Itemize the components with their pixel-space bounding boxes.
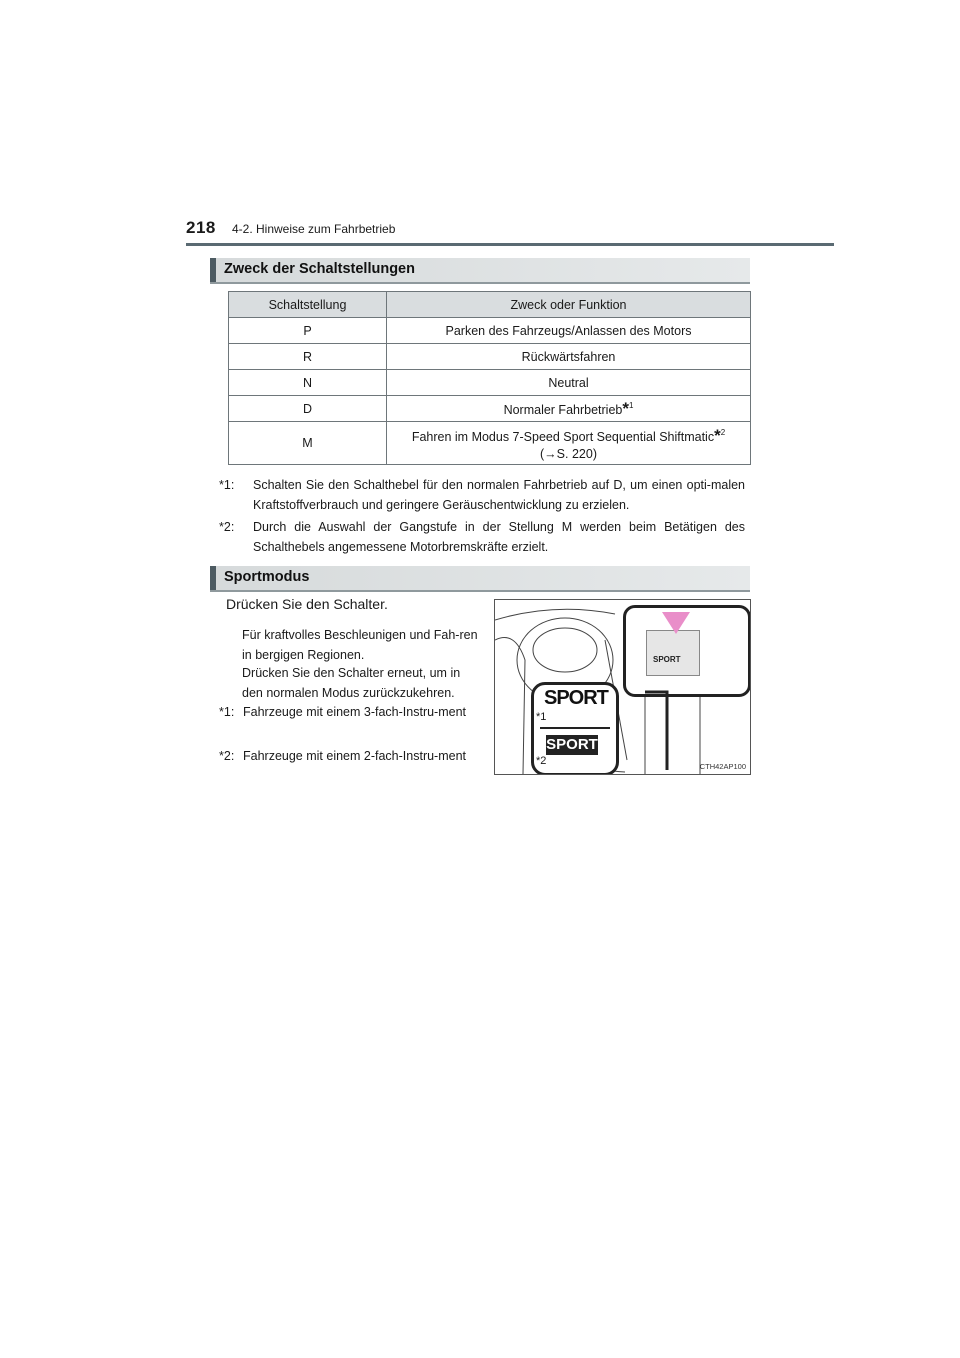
- table-header-row: [229, 292, 751, 318]
- table-row: [229, 370, 751, 396]
- footnote-text: Durch die Auswahl der Gangstufe in der Stellung M werden beim Betätigen des Schalthebels angemessene Motorbremskräfte erzielt.: [253, 520, 745, 554]
- description-paragraph: Drücken Sie den Schalter erneut, um in den normalen Modus zurückzukehren.: [242, 666, 461, 700]
- footnote-ref: 2: [720, 427, 726, 437]
- footnote-label: *2:: [219, 749, 235, 763]
- instruction-step: Drücken Sie den Schalter.: [226, 596, 388, 612]
- section-marker: [210, 566, 216, 590]
- footnote-text: Fahrzeuge mit einem 2-fach-Instru-ment: [243, 749, 467, 763]
- table-header: Zweck oder Funktion: [387, 292, 751, 318]
- footnote-text: Fahrzeuge mit einem 3-fach-Instru-ment: [243, 705, 467, 719]
- footnote-label: *2:: [219, 520, 235, 534]
- shift-function: Rückwärtsfahren: [387, 344, 751, 370]
- shift-function: Normaler Fahrbetrieb: [503, 402, 623, 417]
- shift-position-table: [228, 291, 751, 465]
- table-header: Schaltstellung: [229, 292, 387, 318]
- section-title: Sportmodus: [224, 569, 310, 585]
- indicator-callout: [531, 682, 619, 775]
- shift-position: P: [229, 318, 387, 344]
- footnote-label: *1:: [219, 705, 235, 719]
- footnote-label: *1:: [219, 478, 235, 492]
- footnote-2: [219, 746, 481, 786]
- footnote-text: Schalten Sie den Schalthebel für den normalen Fahrbetrieb auf D, um einen opti-malen Kraftstoffverbrauch und geringere Geräuschentwicklung zu erzielen.: [253, 478, 745, 512]
- sport-switch-illustration: [494, 599, 751, 775]
- sport-indicator-filled: SPORT: [546, 736, 598, 753]
- section-heading-shift-positions: [210, 258, 750, 284]
- footnote-1: [219, 702, 481, 742]
- footnote-ref: 1: [628, 400, 634, 410]
- sport-indicator-outline: SPORT: [544, 687, 608, 709]
- footnote-star: *: [622, 398, 629, 418]
- mark-2: *2: [536, 755, 547, 767]
- divider: [540, 727, 610, 729]
- footnote-2: [219, 517, 745, 557]
- table-row: [229, 344, 751, 370]
- footnote-star: *: [714, 425, 721, 445]
- shift-position: D: [229, 396, 387, 422]
- figure-code: CTH42AP100: [699, 762, 746, 771]
- section-title: Zweck der Schaltstellungen: [224, 261, 415, 277]
- description-paragraph: Für kraftvolles Beschleunigen und Fah-ren in bergigen Regionen.: [242, 628, 478, 662]
- section-heading-sport-mode: [210, 566, 750, 592]
- table-row: [229, 422, 751, 465]
- section-marker: [210, 258, 216, 282]
- table-row: [229, 396, 751, 422]
- shift-position: N: [229, 370, 387, 396]
- mark-1: *1: [536, 711, 547, 723]
- shift-position: R: [229, 344, 387, 370]
- chapter-title: 4-2. Hinweise zum Fahrbetrieb: [232, 222, 396, 236]
- shift-function-cell: [387, 396, 751, 422]
- shift-function: Fahren im Modus 7-Speed Sport Sequential Shiftmatic: [411, 429, 715, 444]
- footnote-1: [219, 475, 745, 515]
- shift-function: Parken des Fahrzeugs/Anlassen des Motors: [387, 318, 751, 344]
- page-number: 218: [186, 218, 216, 237]
- header-rule: [186, 243, 834, 246]
- page-reference: (→S. 220): [540, 446, 597, 461]
- table-row: [229, 318, 751, 344]
- shift-function-cell: [387, 422, 751, 465]
- shift-position: M: [229, 422, 387, 465]
- sport-button-label: SPORT: [653, 655, 681, 664]
- shift-function: Neutral: [387, 370, 751, 396]
